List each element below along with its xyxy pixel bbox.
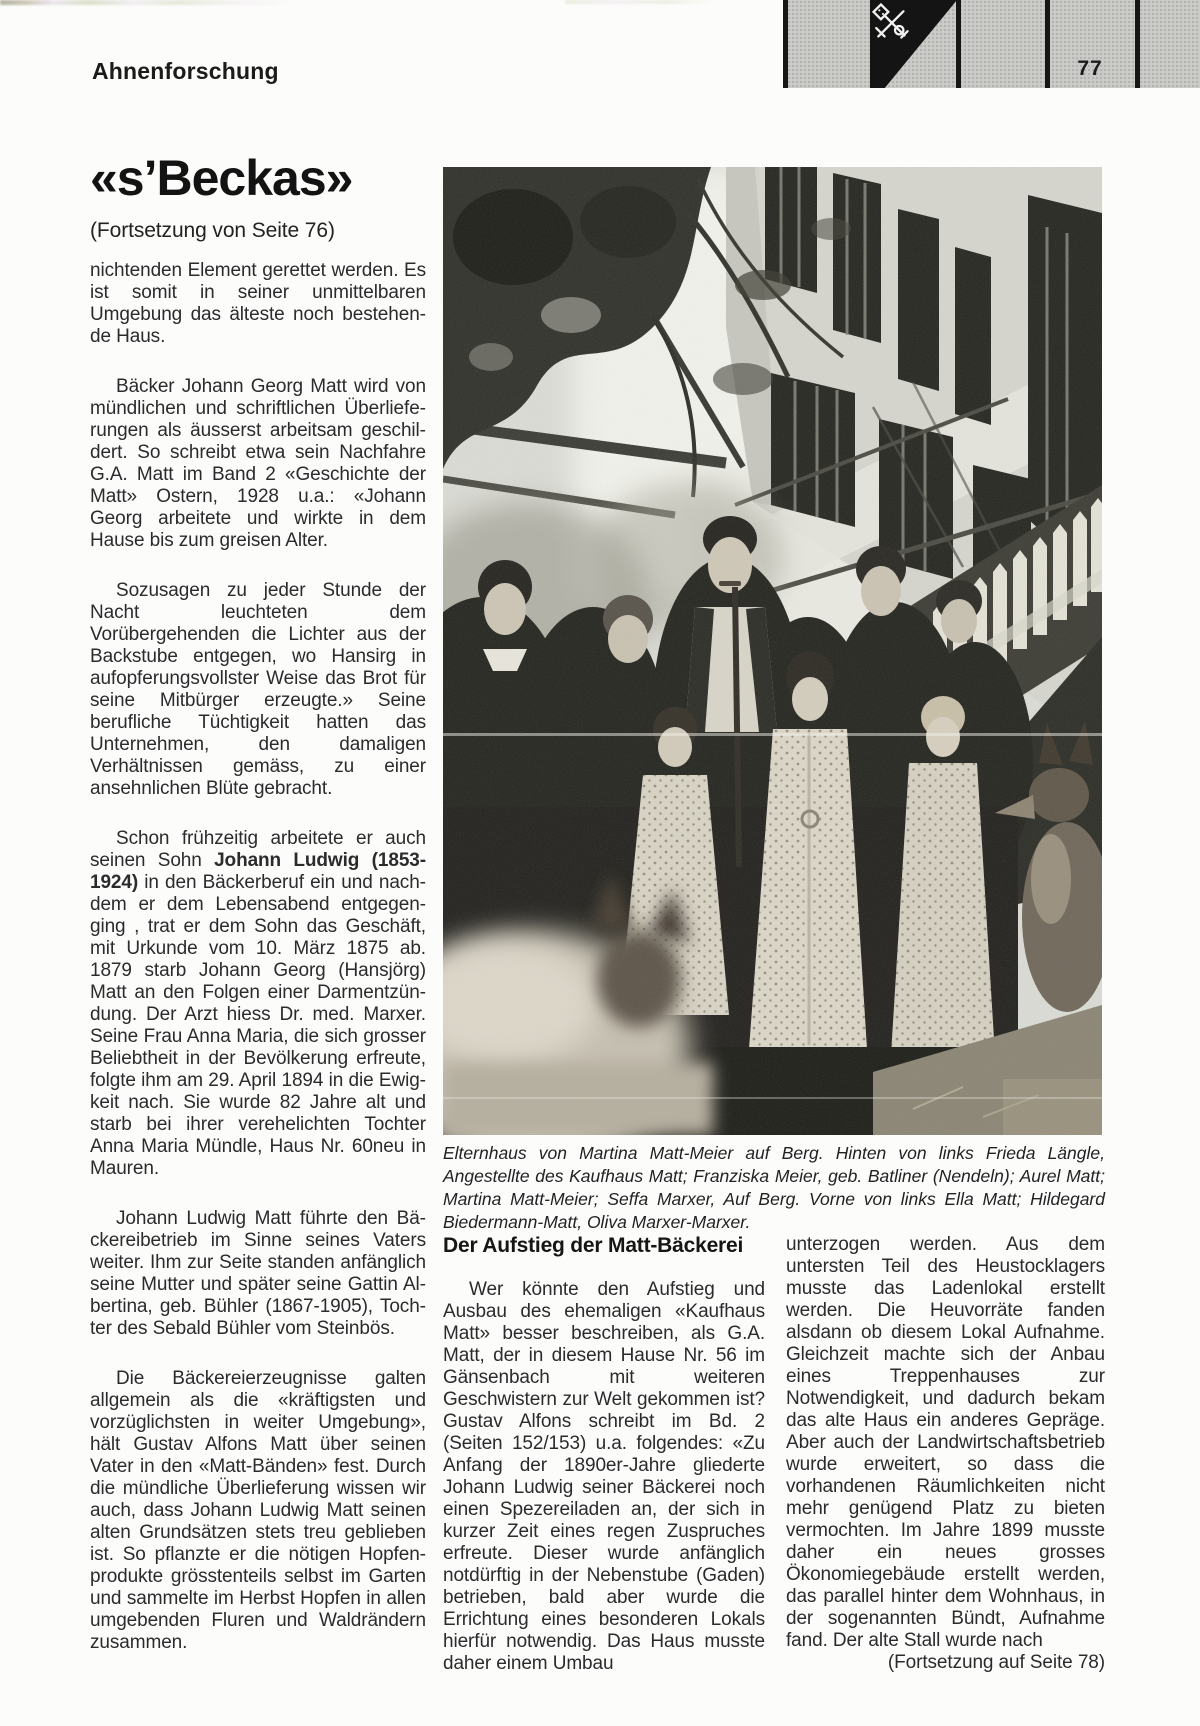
left-column <box>90 152 426 1682</box>
paragraph-text: Schon frühzeitig arbeitete er auch seinen Sohn <box>90 828 426 871</box>
film-grain <box>443 167 1102 1135</box>
article-title: «s’Beckas» <box>90 150 353 206</box>
header-band <box>783 0 1200 88</box>
paragraph: Die Bäckereierzeugnisse galten allgemein als die «kräftigsten und vorzüglichsten in weiter Umgebung», hält Gustav Alfons Matt über seinen Vater in den «Matt-Bänden» fest. Durch die mündliche Überlieferung wissen wir auch, dass Johann Ludwig Matt seinen alten Grundsätzen stets treu geblieben ist. So pflanzte er die nötigen Hopfenprodukte grösstenteils selbst im Garten und sammelte im Herbst Hopfen in allen umgebenden Fluren und Waldrändern zusammen. <box>90 1368 426 1653</box>
band-divider <box>783 0 788 88</box>
header-triangle <box>870 0 957 88</box>
middle-column <box>443 1234 765 1703</box>
paragraph: unterzogen werden. Aus dem untersten Teil des Heustocklagers musste das Ladenlokal erstellt werden. Die Heuvorräte fanden alsdann ob diesem Lokal Aufnahme. Gleichzeit machte sich der Anbau eines Treppenhauses zur Notwendigkeit, und dadurch bekam das alte Haus ein anderes Gepräge. Aber auch der Landwirtschaftsbetrieb wurde erweitert, so dass die vorhandenen Räumlichkeiten nicht mehr genügend Platz zu bieten vermochten. Im Jahre 1899 musste daher ein neues grosses Ökonomiegebäude erstellt werden, das parallel hinter dem Wohnhaus, in der sogenannten Bündt, Aufnahme fand. Der alte Stall wurde nach <box>786 1234 1105 1651</box>
band-divider <box>1135 0 1140 88</box>
paragraph: Johann Ludwig Matt führte den Bäckereibetrieb im Sinne seines Vaters weiter. Ihm zur Seite standen anfänglich seine Mutter und später seine Gattin Albertina, geb. Bühler (1867-1905), Tochter des Sebald Bühler vom Steinbös. <box>90 1208 426 1339</box>
scan-artifact-strip-2 <box>565 0 715 4</box>
section-label: Ahnenforschung <box>92 58 279 84</box>
crossed-key-scissors-icon <box>871 3 917 49</box>
family-photo-image <box>443 167 1102 1135</box>
right-column <box>786 1234 1105 1674</box>
article-subtitle: (Fortsetzung von Seite 76) <box>90 219 335 242</box>
paragraph: Wer könnte den Aufstieg und Ausbau des ehemaligen «Kaufhaus Matt» besser beschreiben, als G.A. Matt, der in diesem Hause Nr. 56 im Gänsenbach mit weiteren Geschwistern zur Welt gekommen ist? Gustav Alfons schreibt im Bd. 2 (Seiten 152/153) u.a. folgendes: «Zu Anfang der 1890er-Jahre gliederte Johann Ludwig seiner Bäckerei noch einen Spezereiladen an, der sich in kurzer Zeit eines regen Zuspruches erfreute. Dieser wurde anfänglich notdürftig in der Nebenstube (Gaden) betrieben, bald aber wurde die Errichtung eines besonderen Lokals hierfür notwendig. Das Haus musste daher einem Umbau <box>443 1279 765 1674</box>
section-heading: Der Aufstieg der Matt-Bäckerei <box>443 1234 744 1257</box>
bold-name: Johann Ludwig (1853-1924) <box>90 850 426 893</box>
paragraph <box>90 828 426 1180</box>
paragraph-text: in den Bäckerberuf ein und nachdem er dem Lebensabend entgegenging , trat er dem Sohn das Geschäft, mit Urkunde vom 10. März 1875 ab. 1879 starb Johann Georg (Hansjörg) Matt an den Folgen einer Darmentzündung. Der Arzt hiess Dr. med. Marxer. Seine Frau Anna Maria, die sich grosser Beliebtheit in der Bevölkerung erfreute, folgte ihm am 29. April 1894 in die Ewigkeit nach. Sie wurde 82 Jahre alt und starb bei ihrer verehelichten Tochter Anna Maria Mündle, Haus Nr. 60neu in Mauren. <box>90 872 426 1179</box>
paragraph: Sozusagen zu jeder Stunde der Nacht leuchteten dem Vorübergehenden die Lichter aus der Backstube entgegen, wo Hansirg in aufopferungsvollster Weise das Brot für seine Mitbürger erzeugte.» Seine berufliche Tüchtigkeit hatten das Unternehmen, den damaligen Verhältnissen gemäss, zu einer ansehnlichen Blüte gebracht. <box>90 580 426 799</box>
paragraph: Bäcker Johann Georg Matt wird von mündlichen und schriftlichen Überlieferungen als äusserst arbeitsam geschildert. So schreibt etwa sein Nachfahre G.A. Matt im Band 2 «Geschichte der Matt» Ostern, 1928 u.a.: «Johann Georg arbeitete und wirkte in dem Hause bis zum greisen Alter. <box>90 376 426 551</box>
continuation-note: (Fortsetzung auf Seite 78) <box>887 1652 1105 1673</box>
family-photo <box>443 167 1102 1135</box>
scan-artifact-strip <box>0 0 296 5</box>
paragraph: nichtenden Element gerettet werden. Es ist somit in seiner unmittelbaren Umgebung das älteste noch bestehende Haus. <box>90 260 426 347</box>
band-divider <box>956 0 961 88</box>
photo-caption: Elternhaus von Martina Matt-Meier auf Berg. Hinten von links Frieda Längle, Angestellte des Kaufhaus Matt; Franziska Meier, geb. Batliner (Nendeln); Aurel Matt; Martina Matt-Meier; Seffa Marxer, Auf Berg. Vorne von links Ella Matt; Hildegard Biedermann-Matt, Oliva Marxer-Marxer. <box>443 1143 1105 1232</box>
page-number: 77 <box>1077 57 1103 80</box>
